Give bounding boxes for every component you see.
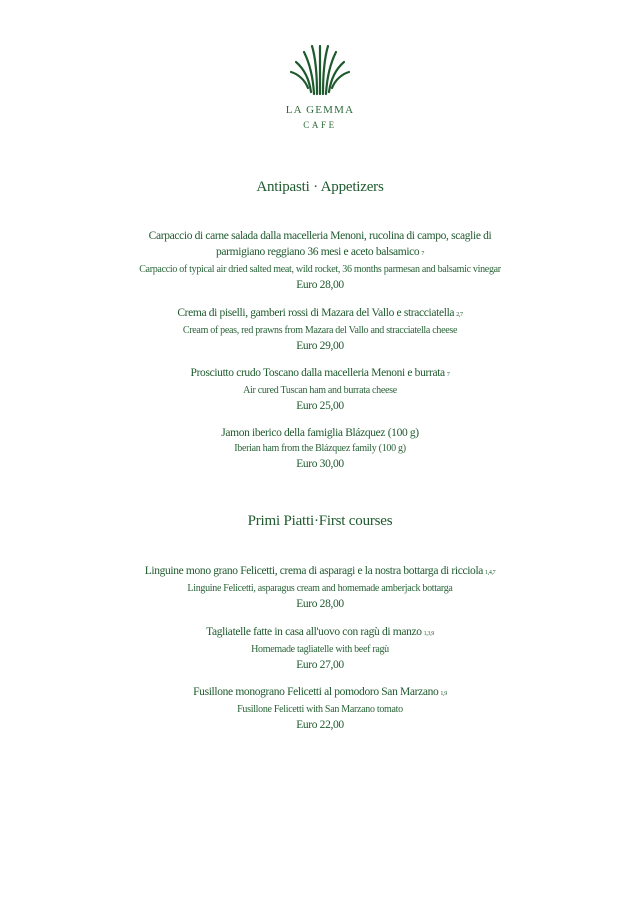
item-price: Euro 25,00: [296, 400, 344, 412]
item-name-en: Fusillone Felicetti with San Marzano tomato: [237, 704, 403, 715]
section-title-first-courses: Primi Piatti·First courses: [247, 513, 393, 529]
menu-item: [110, 365, 530, 414]
item-name-it: Linguine mono grano Felicetti, crema di asparagi e la nostra bottarga di ricciola 1,4,7: [144, 565, 496, 577]
menu-item: [110, 228, 530, 293]
item-price: Euro 22,00: [296, 719, 344, 731]
logo: [0, 40, 640, 130]
menu-item: [110, 684, 530, 733]
item-price: Euro 27,00: [296, 659, 344, 671]
item-name-en: Homemade tagliatelle with beef ragù: [251, 644, 389, 655]
brand-subtitle: CAFE: [303, 120, 337, 130]
item-price: Euro 29,00: [296, 340, 344, 352]
allergen-codes: 1,9: [440, 691, 447, 697]
item-name-en: Cream of peas, red prawns from Mazara del Vallo and stracciatella cheese: [182, 325, 458, 336]
palm-fan-logo-icon: [288, 40, 352, 96]
item-name-it: Tagliatelle fatte in casa all'uovo con ragù di manzo 1,3,9: [206, 626, 434, 638]
item-name-it: Carpaccio di carne salada dalla macelleria Menoni, rucolina di campo, scaglie di parmigiano reggiano 36 mesi e aceto balsamico 7: [148, 230, 492, 258]
item-price: Euro 28,00: [296, 598, 344, 610]
item-name-en: Iberian ham from the Blázquez family (100 g): [234, 443, 406, 454]
allergen-codes: 7: [446, 372, 450, 378]
allergen-codes: 1,3,9: [423, 631, 434, 637]
allergen-codes: 2,7: [456, 312, 463, 318]
item-name-en: Linguine Felicetti, asparagus cream and homemade amberjack bottarga: [187, 583, 453, 594]
item-price: Euro 28,00: [296, 279, 344, 291]
item-name-it: Fusillone monograno Felicetti al pomodoro San Marzano 1,9: [193, 686, 447, 698]
item-name-it: Crema di piselli, gamberi rossi di Mazara del Vallo e stracciatella 2,7: [177, 307, 463, 319]
menu-item: [110, 305, 530, 354]
section-title-appetizers: Antipasti · Appetizers: [256, 179, 384, 195]
item-name-en: Air cured Tuscan ham and burrata cheese: [243, 385, 397, 396]
item-name-en: Carpaccio of typical air dried salted meat, wild rocket, 36 months parmesan and balsamic vinegar: [139, 264, 501, 275]
menu-item: [110, 624, 530, 673]
menu-item: [110, 425, 530, 472]
allergen-codes: 7: [421, 251, 424, 257]
item-price: Euro 30,00: [296, 458, 344, 470]
brand-name: LA GEMMA: [285, 104, 355, 116]
allergen-codes: 1,4,7: [485, 570, 496, 576]
menu-item: [110, 563, 530, 612]
item-name-it: Prosciutto crudo Toscano dalla macelleria Menoni e burrata 7: [190, 367, 450, 379]
item-name-it: Jamon iberico della famiglia Blázquez (100 g): [221, 427, 419, 439]
